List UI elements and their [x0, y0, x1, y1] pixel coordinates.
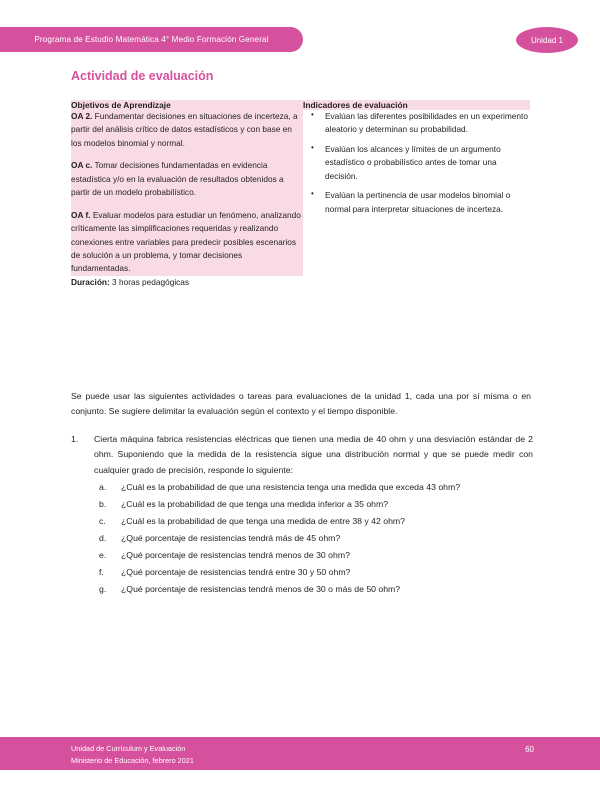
objetivo-code: OA c.	[71, 160, 93, 171]
indicadores-list	[303, 110, 530, 216]
list-item	[99, 514, 533, 529]
objetivo-text: Fundamentar decisiones en situaciones de incerteza, a partir del análisis crítico de datos estadísticos y con base en los modelos binomial y normal.	[71, 111, 298, 148]
subquestion-text: ¿Cuál es la probabilidad de que una resistencia tenga una medida que exceda 43 ohm?	[121, 482, 461, 493]
evaluation-table	[71, 100, 530, 289]
objetivo-item	[71, 209, 303, 276]
subquestion-letter: f.	[99, 567, 104, 578]
list-item	[99, 548, 533, 563]
objetivo-item	[71, 159, 303, 199]
questions-list	[71, 432, 533, 599]
list-item	[99, 565, 533, 580]
subquestion-text: ¿Qué porcentaje de resistencias tendrá menos de 30 o más de 50 ohm?	[121, 584, 401, 595]
objetivo-text: Tomar decisiones fundamentadas en evidencia estadística y/o en la evaluación de resultados obtenidos a partir de un modelo probabilístico.	[71, 160, 284, 198]
subquestion-letter: c.	[99, 516, 106, 527]
list-item: • Evalúan las diferentes posibilidades en un experimento aleatorio y determinan su probabilidad.	[325, 110, 530, 137]
footer-credits	[71, 743, 194, 767]
question-number: 1.	[71, 434, 79, 444]
list-item	[99, 531, 533, 546]
question-block	[71, 432, 533, 598]
subquestions-list	[71, 480, 533, 597]
duration-cell	[71, 276, 530, 289]
unit-badge	[516, 27, 578, 53]
subquestion-text: ¿Qué porcentaje de resistencias tendrá entre 30 y 50 ohm?	[121, 567, 351, 578]
table-duration-row	[71, 276, 530, 289]
subquestion-text: ¿Qué porcentaje de resistencias tendrá más de 45 ohm?	[121, 533, 341, 544]
subquestion-letter: d.	[99, 533, 107, 544]
intro-paragraph: Se puede usar las siguientes actividades o tareas para evaluaciones de la unidad 1, cada una por sí misma o en conjunto. Se sugiere delimitar la evaluación según el contexto y el tiempo disponible.	[71, 391, 531, 417]
footer-line-1: Unidad de Currículum y Evaluación	[71, 744, 186, 753]
table-header-row	[71, 100, 530, 110]
list-item	[99, 497, 533, 512]
table-header-objetivos: Objetivos de Aprendizaje	[71, 100, 303, 110]
header-banner	[0, 27, 303, 52]
unit-badge-label: Unidad 1	[530, 35, 564, 45]
table-header-indicadores: Indicadores de evaluación	[303, 100, 530, 110]
objetivos-cell	[71, 110, 303, 276]
duration-label: Duración:	[71, 276, 110, 287]
list-item	[99, 480, 533, 495]
question-text: Cierta máquina fabrica resistencias eléctricas que tienen una media de 40 ohm y una desviación estándar de 2 ohm. Suponiendo que la medida de la resistencia sigue una distribución normal y que se puede medir con cualquier grado de precisión, responde lo siguiente:	[94, 434, 533, 475]
indicadores-cell	[303, 110, 530, 276]
objetivo-code: OA f.	[71, 209, 91, 220]
subquestion-letter: b.	[99, 499, 107, 510]
objetivo-code: OA 2.	[71, 111, 93, 121]
subquestion-text: ¿Cuál es la probabilidad de que tenga una medida inferior a 35 ohm?	[121, 499, 389, 510]
subquestion-letter: a.	[99, 482, 107, 493]
duration-value: 3 horas pedagógicas	[109, 276, 190, 287]
list-item	[99, 582, 533, 597]
list-item: • Evalúan la pertinencia de usar modelos binomial o normal para interpretar situaciones de incerteza.	[325, 189, 530, 216]
subquestion-text: ¿Cuál es la probabilidad de que tenga una medida de entre 38 y 42 ohm?	[121, 516, 405, 527]
objetivo-item	[71, 110, 303, 150]
table-body-row	[71, 110, 530, 276]
page-title: Actividad de evaluación	[71, 69, 214, 83]
list-item: • Evalúan los alcances y límites de un argumento estadístico o probabilístico antes de tomar una decisión.	[325, 143, 530, 183]
page-number: 60	[525, 745, 534, 754]
header-banner-title: Programa de Estudio Matemática 4° Medio Formación General	[34, 35, 269, 44]
objetivo-text: Evaluar modelos para estudiar un fenómeno, analizando críticamente las simplificaciones requeridas y realizando conexiones entre variables para predecir posibles escenarios de solución a un problema, y tomar decisiones fundamentadas.	[71, 209, 301, 274]
subquestion-text: ¿Qué porcentaje de resistencias tendrá menos de 30 ohm?	[121, 550, 350, 561]
subquestion-letter: e.	[99, 550, 107, 561]
footer-line-2: Ministerio de Educación, febrero 2021	[71, 756, 194, 766]
subquestion-letter: g.	[99, 584, 107, 595]
question-row	[71, 432, 533, 478]
